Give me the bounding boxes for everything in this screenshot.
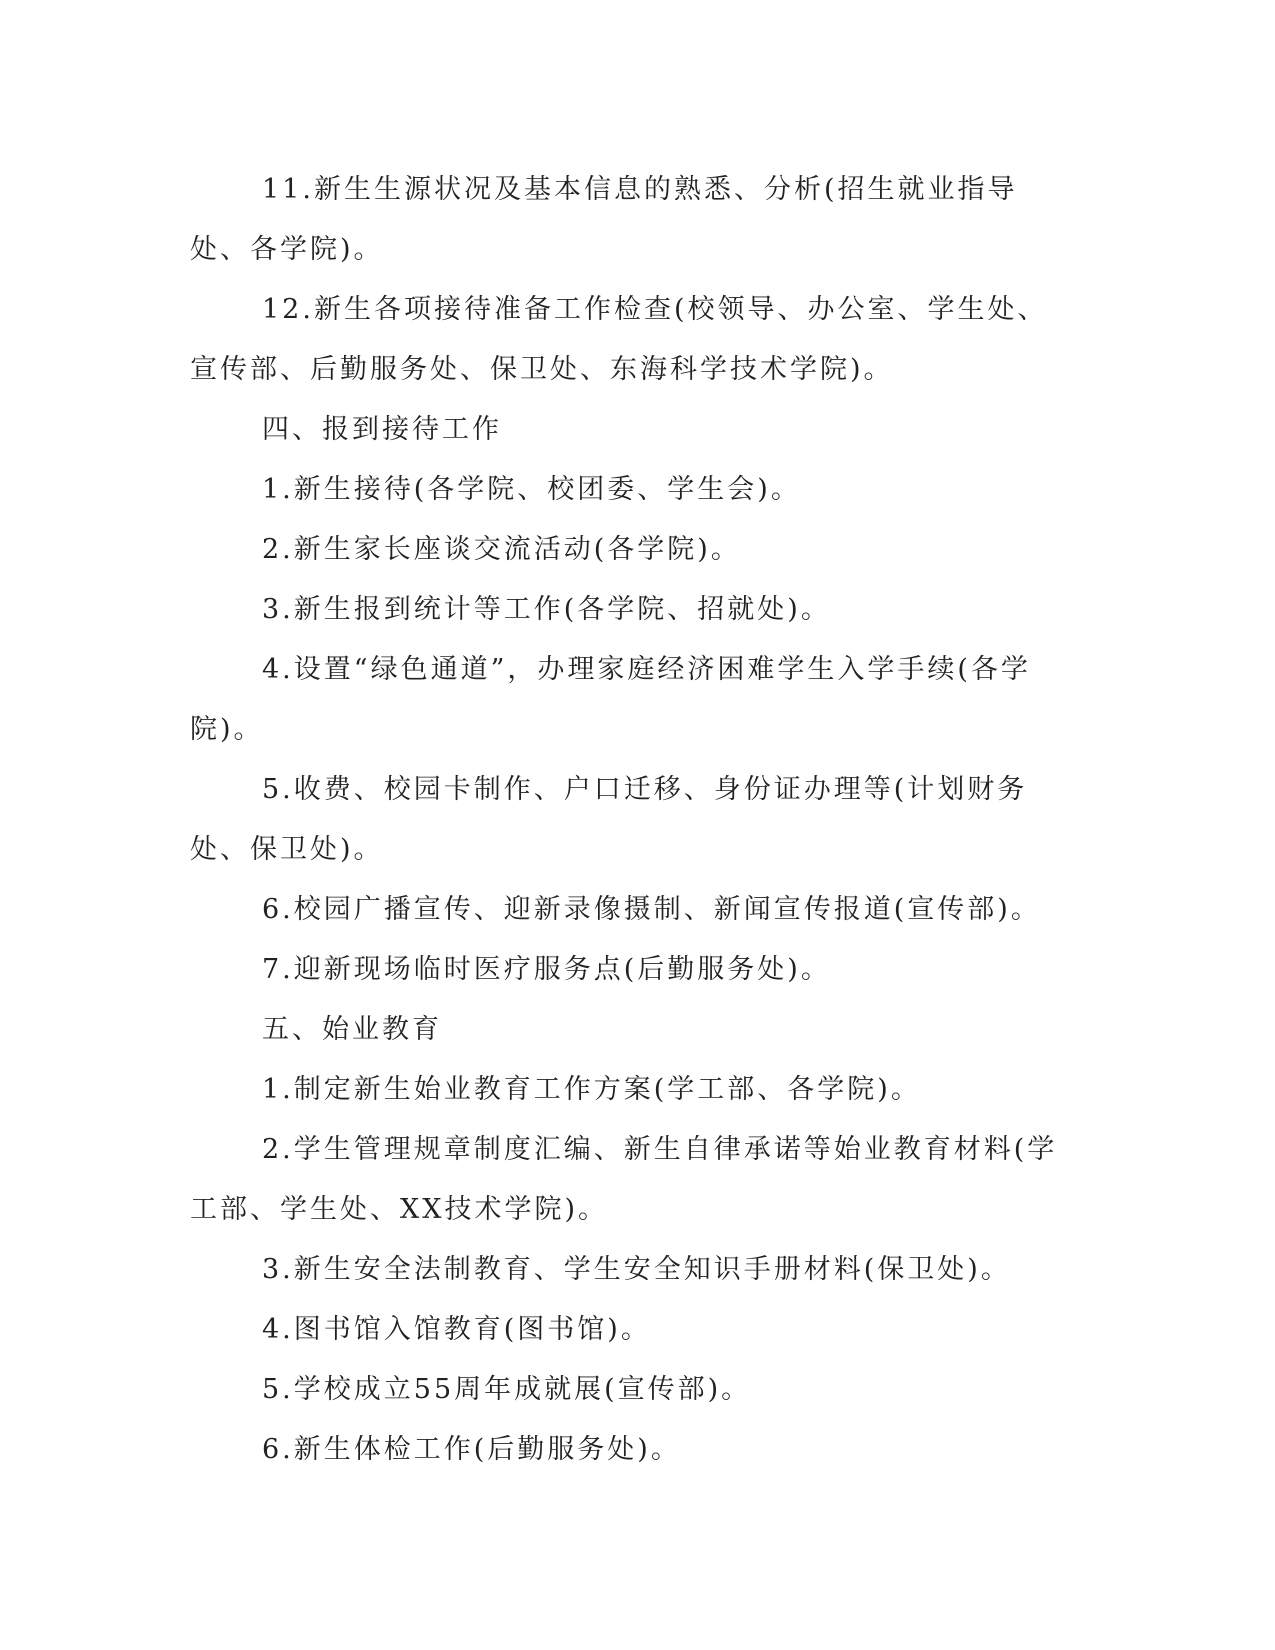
list-item: 4.图书馆入馆教育(图书馆)。 <box>262 1314 651 1345</box>
list-item: 5.收费、校园卡制作、户口迁移、身份证办理等(计划财务处、保卫处)。 <box>190 774 1028 865</box>
list-item: 7.迎新现场临时医疗服务点(后勤服务处)。 <box>262 954 831 985</box>
list-item: 3.新生报到统计等工作(各学院、招就处)。 <box>262 594 831 625</box>
list-item: 4.设置“绿色通道”，办理家庭经济困难学生入学手续(各学院)。 <box>190 654 1031 745</box>
list-item: 2.新生家长座谈交流活动(各学院)。 <box>262 534 741 565</box>
paragraph-11: 11.新生生源状况及基本信息的熟悉、分析(招生就业指导处、各学院)。 <box>190 174 1018 265</box>
list-item: 5.学校成立55周年成就展(宣传部)。 <box>262 1374 752 1405</box>
list-item: 1.制定新生始业教育工作方案(学工部、各学院)。 <box>262 1074 921 1105</box>
paragraph-12: 12.新生各项接待准备工作检查(校领导、办公室、学生处、宣传部、后勤服务处、保卫处、东海科学技术学院)。 <box>190 294 1048 385</box>
section-heading-4: 四、报到接待工作 <box>262 414 502 445</box>
list-item: 6.校园广播宣传、迎新录像摄制、新闻宣传报道(宣传部)。 <box>262 894 1041 925</box>
section-heading-5: 五、始业教育 <box>262 1014 442 1045</box>
list-item: 2.学生管理规章制度汇编、新生自律承诺等始业教育材料(学工部、学生处、XX技术学院)。 <box>190 1134 1058 1225</box>
list-item: 6.新生体检工作(后勤服务处)。 <box>262 1434 681 1465</box>
list-item: 1.新生接待(各学院、校团委、学生会)。 <box>262 474 801 505</box>
document-body <box>190 160 1075 1480</box>
list-item: 3.新生安全法制教育、学生安全知识手册材料(保卫处)。 <box>262 1254 1011 1285</box>
